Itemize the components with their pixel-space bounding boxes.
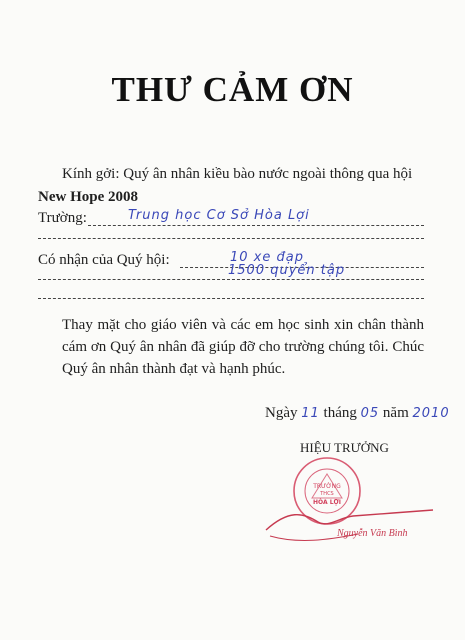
- salutation: Kính gởi: Quý ân nhân kiều bào nước ngoài thông qua hội: [62, 166, 413, 182]
- day-label: Ngày: [265, 405, 298, 421]
- blank-dotted-line-2: [38, 298, 424, 299]
- year-value: 2010: [412, 406, 450, 421]
- body-paragraph: [62, 314, 424, 380]
- handwritten-signature: [258, 500, 438, 550]
- blank-dotted-line: [38, 238, 424, 239]
- signer-name: Nguyễn Văn Bình: [337, 528, 408, 539]
- day-value: 11: [301, 406, 320, 421]
- school-dotted-line: [88, 225, 424, 226]
- received-dotted-line-2: [38, 279, 424, 280]
- received-item-2: 1500 quyển tập: [228, 263, 346, 278]
- school-handwritten-value: Trung học Cơ Sở Hòa Lợi: [128, 208, 310, 223]
- svg-text:HÒA LỢI: HÒA LỢI: [313, 499, 341, 506]
- date-line: [265, 405, 450, 422]
- received-item-1: 10 xe đạp: [230, 250, 304, 265]
- organization-name: New Hope 2008: [38, 189, 138, 205]
- school-label: Trường:: [38, 210, 87, 226]
- received-label: Có nhận của Quý hội:: [38, 252, 170, 268]
- body-text: Thay mặt cho giáo viên và các em học sinh xin chân thành cám ơn Quý ân nhân đã giúp đỡ cho trường chúng tôi. Chúc Quý ân nhân thành đạt và hạnh phúc.: [62, 317, 424, 377]
- year-label: năm: [382, 405, 409, 421]
- svg-text:TRƯỜNG: TRƯỜNG: [313, 483, 341, 490]
- svg-text:THCS: THCS: [320, 491, 334, 497]
- month-value: 05: [360, 406, 380, 421]
- month-label: tháng: [323, 405, 357, 421]
- letter-title: THƯ CẢM ƠN: [111, 70, 354, 109]
- signer-title: HIỆU TRƯỞNG: [300, 440, 389, 455]
